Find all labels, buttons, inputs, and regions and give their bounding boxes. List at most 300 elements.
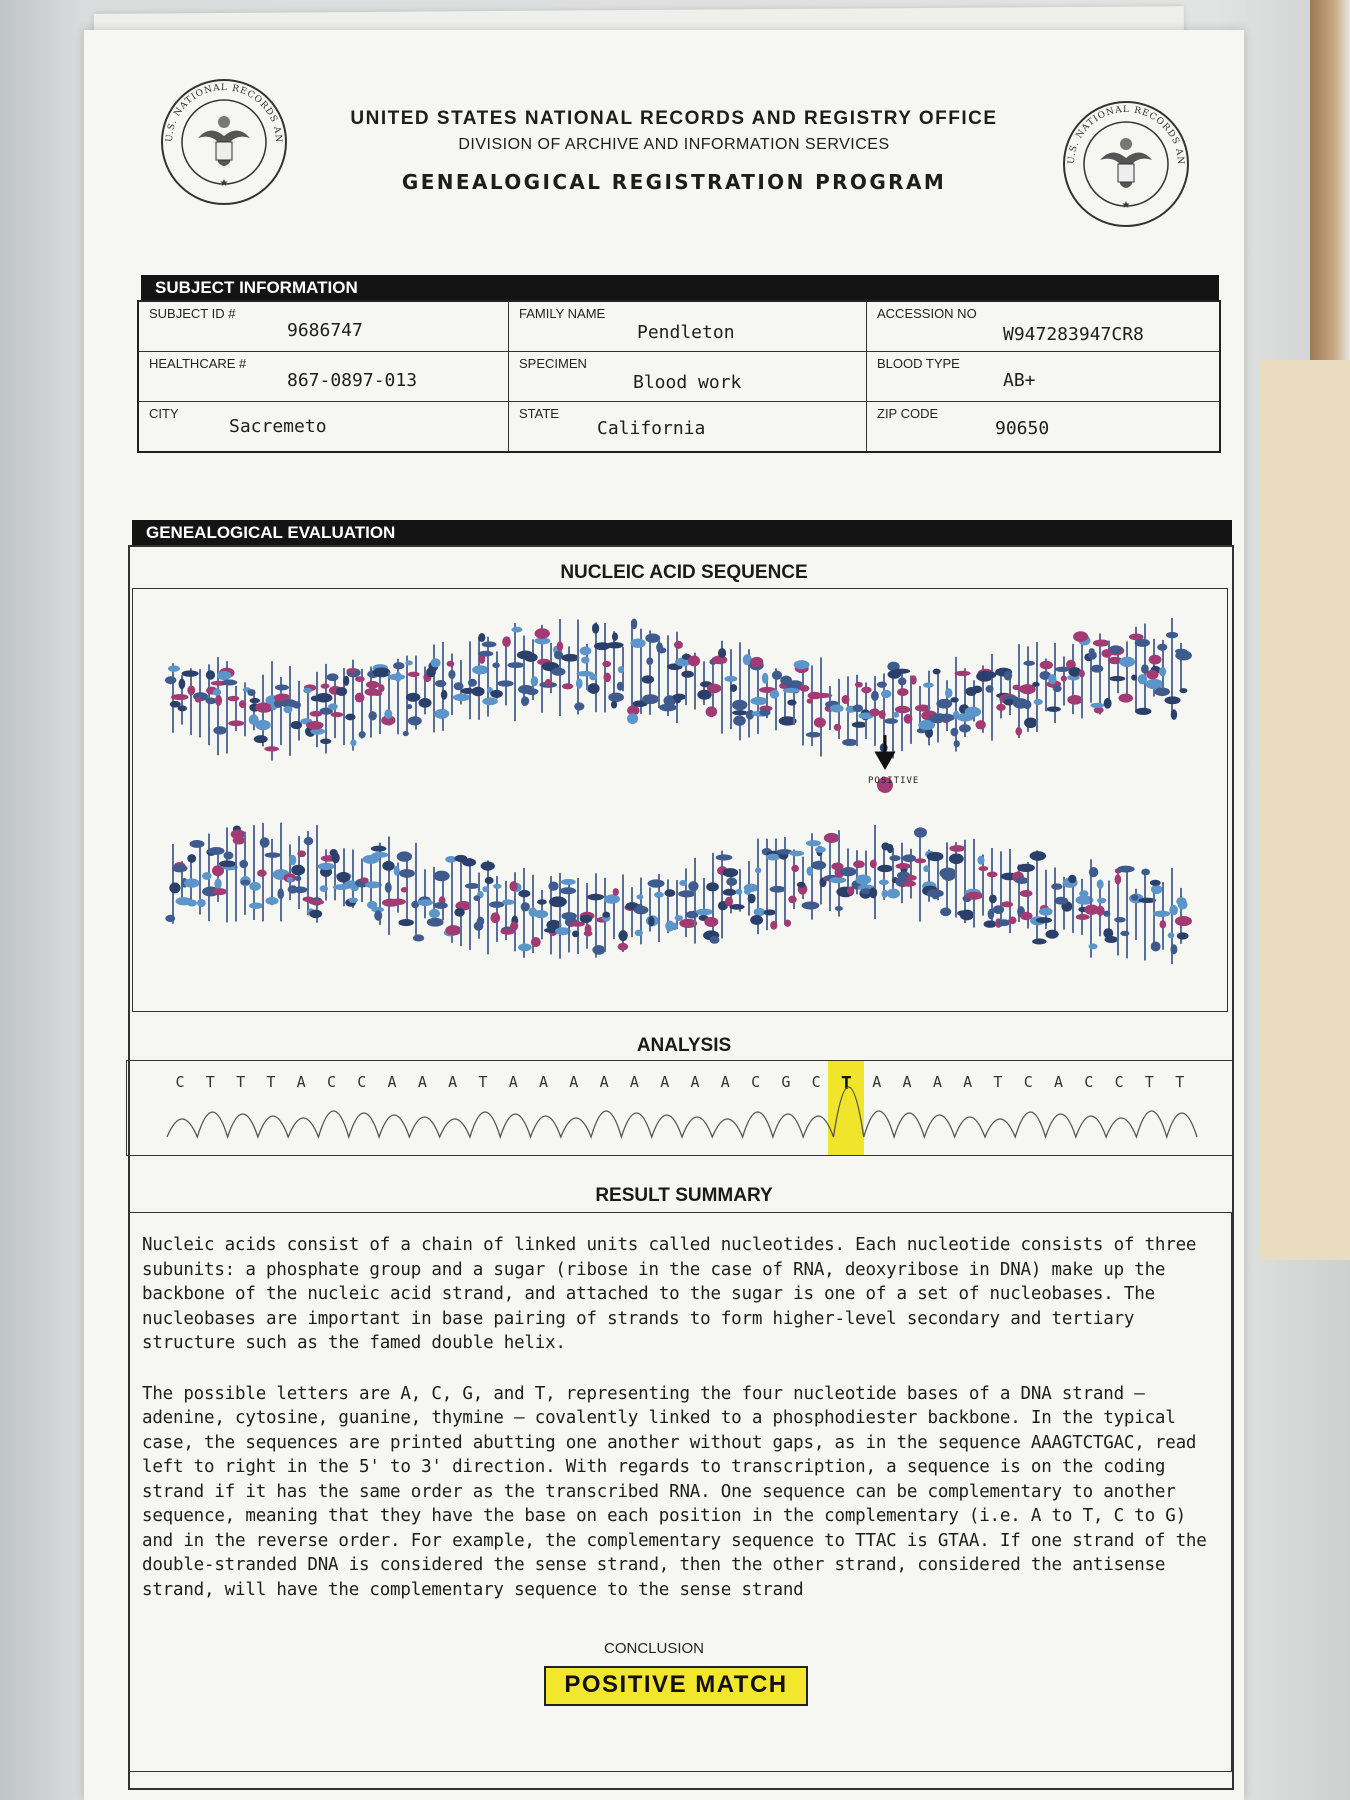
nucleotide-dot — [996, 704, 1006, 711]
nucleotide-dot — [581, 657, 589, 664]
nucleotide-dot — [408, 716, 422, 725]
nucleotide-dot — [955, 671, 971, 676]
nucleotide-dot — [249, 903, 263, 909]
base-letter: A — [539, 1073, 549, 1091]
nucleotide-dot — [806, 840, 821, 846]
nucleotide-dot — [635, 930, 643, 936]
nucleotide-dot — [1020, 912, 1033, 920]
nucleotide-dot — [716, 854, 733, 860]
nucleotide-dot — [227, 696, 239, 701]
nucleotide-dot — [255, 720, 270, 730]
blood-type-label: BLOOD TYPE — [877, 356, 960, 371]
nucleotide-dot — [507, 662, 524, 668]
seal-left-icon — [158, 76, 290, 208]
nucleotide-dot — [468, 679, 477, 687]
nucleotide-dot — [260, 837, 270, 848]
nucleotide-dot — [482, 886, 488, 892]
nucleotide-dot — [182, 670, 199, 676]
nucleotide-dot — [548, 882, 558, 891]
nucleotide-dot — [881, 690, 892, 698]
nucleotide-dot — [1109, 676, 1125, 681]
nucleotide-dot — [331, 712, 343, 717]
svg-text:★: ★ — [1121, 200, 1131, 211]
city-label: CITY — [149, 406, 179, 421]
nucleotide-dot — [869, 887, 877, 898]
nucleotide-dot — [608, 692, 624, 702]
nucleotide-dot — [770, 886, 786, 893]
family-name-label: FAMILY NAME — [519, 306, 606, 321]
nucleotide-dot — [1097, 898, 1106, 904]
nucleotide-dot — [397, 851, 412, 861]
nucleotide-dot — [1039, 908, 1053, 916]
nucleotide-dot — [1024, 717, 1037, 728]
nucleotide-dot — [1091, 665, 1104, 673]
svg-text:★: ★ — [219, 178, 229, 189]
nucleotide-dot — [240, 880, 250, 885]
nucleotide-dot — [205, 698, 216, 705]
nucleotide-dot — [228, 720, 244, 726]
nucleotide-dot — [1004, 671, 1012, 681]
nucleotide-dot — [688, 881, 698, 891]
summary-title: RESULT SUMMARY — [595, 1185, 773, 1206]
nucleotide-dot — [1175, 651, 1192, 661]
nucleotide-dot — [993, 905, 1004, 914]
base-letter: A — [690, 1073, 700, 1091]
base-letter: A — [569, 1073, 579, 1091]
nucleotide-dot — [320, 885, 328, 892]
nucleotide-dot — [939, 868, 956, 879]
nucleotide-dot — [1141, 869, 1150, 876]
nucleotide-dot — [604, 894, 620, 903]
nucleotide-dot — [927, 889, 944, 897]
zip-value: 90650 — [995, 418, 1050, 439]
nucleotide-dot — [372, 852, 389, 858]
nucleotide-dot — [603, 673, 611, 683]
nucleotide-dot — [472, 665, 488, 674]
nucleotide-dot — [521, 696, 529, 706]
nucleotide-dot — [328, 703, 338, 709]
nucleotide-dot — [1177, 932, 1189, 939]
nucleotide-dot — [852, 722, 867, 728]
nucleotide-dot — [549, 896, 567, 907]
nucleotide-dot — [406, 704, 412, 709]
nucleotide-dot — [401, 887, 408, 892]
nucleotide-dot — [217, 671, 231, 680]
nucleotide-dot — [853, 860, 865, 868]
nucleotide-dot — [927, 852, 944, 861]
zip-label: ZIP CODE — [877, 406, 939, 421]
nucleotide-dot — [478, 651, 494, 657]
nucleotide-dot — [403, 731, 409, 736]
accession-cell — [867, 302, 1219, 352]
nucleotide-dot — [978, 866, 988, 871]
base-letter: C — [357, 1073, 367, 1091]
nucleotide-dot — [384, 709, 392, 719]
nucleotide-dot — [722, 868, 738, 877]
nucleotide-dot — [1131, 675, 1137, 681]
nucleotide-dot — [710, 936, 720, 944]
nucleotide-dot — [413, 934, 424, 941]
nucleotide-dot — [221, 679, 237, 685]
nucleotide-dot — [561, 654, 579, 662]
nucleotide-dot — [1103, 928, 1113, 938]
specimen-label: SPECIMEN — [519, 356, 587, 371]
nucleotide-dot — [368, 711, 376, 720]
nucleotide-dot — [561, 879, 576, 885]
nucleotide-dot — [321, 683, 330, 688]
positive-marker-label: POSITIVE — [868, 776, 920, 786]
nucleotide-dot — [770, 690, 780, 699]
nucleotide-dot — [1157, 644, 1167, 651]
base-letter: A — [872, 1073, 882, 1091]
nucleotide-dot — [772, 671, 782, 680]
base-letter: A — [1054, 1073, 1064, 1091]
nucleotide-dot — [1061, 675, 1067, 681]
nucleotide-dot — [807, 698, 813, 703]
nucleotide-dot — [1138, 674, 1147, 684]
base-letter: C — [811, 1073, 821, 1091]
summary-paragraph-1: Nucleic acids consist of a chain of linked units called nucleotides. Each nucleotide consists of three subunits: a phosphate group and a sugar (ribose in the case of RNA, deoxyribose in DNA) make up the backbone of the nucleic acid strand, and attached to the sugar is one of a set of nucleobases. The nucleobases are important in base pairing of strands to form higher-level secondary and tertiary structure such as the famed double helix. — [142, 1235, 1197, 1353]
nucleotide-dot — [764, 909, 776, 915]
nucleotide-dot — [580, 646, 592, 655]
state-cell — [509, 402, 867, 451]
nucleotide-dot — [898, 677, 907, 685]
nucleotide-dot — [419, 698, 432, 708]
nucleotide-dot — [537, 899, 547, 904]
nucleotide-dot — [811, 861, 826, 870]
nucleotide-dot — [815, 846, 826, 852]
nucleotide-dot — [1170, 944, 1177, 954]
nucleotide-dot — [950, 728, 958, 737]
nucleotide-dot — [1103, 911, 1110, 917]
nucleotide-dot — [214, 878, 221, 889]
nucleotide-dot — [292, 701, 301, 708]
nucleotide-dot — [295, 876, 301, 881]
nucleotide-dot — [681, 671, 693, 678]
nucleotide-dot — [602, 912, 610, 918]
base-letter: C — [175, 1073, 185, 1091]
nucleotide-dot — [1051, 883, 1062, 889]
nucleotide-dot — [197, 899, 206, 907]
nucleotide-dot — [275, 684, 289, 690]
nucleotide-dot — [291, 721, 302, 729]
nucleotide-dot — [433, 871, 449, 882]
nucleotide-dot — [574, 702, 584, 710]
nucleotide-dot — [493, 884, 501, 889]
nucleotide-dot — [510, 881, 518, 891]
base-letter: A — [296, 1073, 306, 1091]
nucleotide-dot — [744, 884, 759, 892]
base-letter: T — [841, 1073, 852, 1094]
nucleotide-dot — [366, 681, 379, 689]
nucleotide-dot — [706, 882, 719, 891]
nucleotide-dot — [642, 694, 659, 704]
nucleotide-dot — [1151, 885, 1162, 894]
nucleotide-dot — [762, 673, 768, 684]
nucleotide-dot — [648, 879, 665, 888]
nucleotide-dot — [584, 931, 593, 937]
nucleotide-dot — [304, 837, 314, 845]
accession-value: W947283947CR8 — [1003, 324, 1144, 345]
nucleotide-dot — [675, 915, 683, 921]
nucleotide-dot — [297, 850, 306, 857]
nucleotide-dot — [531, 676, 539, 686]
nucleotide-dot — [1089, 943, 1098, 949]
nucleotide-dot — [306, 721, 324, 730]
nucleotide-dot — [434, 902, 448, 909]
nucleotide-dot — [213, 688, 222, 695]
nucleotide-dot — [1131, 894, 1138, 900]
nucleotide-dot — [1040, 661, 1053, 670]
nucleotide-dot — [871, 691, 879, 701]
nucleotide-dot — [481, 861, 495, 870]
nucleotide-dot — [478, 633, 485, 642]
nucleotide-dot — [289, 855, 296, 866]
nucleotide-dot — [631, 619, 637, 630]
nucleotide-dot — [936, 699, 952, 709]
nucleotide-dot — [664, 889, 675, 897]
positive-arrow-icon — [877, 735, 893, 767]
city-cell — [139, 402, 509, 451]
nucleotide-dot — [1093, 639, 1110, 646]
nucleotide-dot — [165, 676, 176, 684]
nucleotide-dot — [390, 899, 406, 906]
document-page — [84, 30, 1244, 1800]
nucleotide-dot — [949, 845, 965, 852]
specimen-value: Blood work — [633, 372, 742, 393]
nucleotide-dot — [791, 865, 799, 872]
nucleotide-dot — [534, 910, 548, 918]
nucleotide-dot — [1008, 916, 1016, 924]
nucleotide-dot — [287, 877, 293, 883]
nucleotide-dot — [1068, 875, 1076, 883]
nucleotide-dot — [855, 682, 863, 688]
nucleotide-dot — [879, 710, 886, 719]
nucleotide-dot — [511, 627, 522, 633]
sequence-title: NUCLEIC ACID SEQUENCE — [560, 562, 808, 583]
nucleotide-dot — [759, 709, 770, 716]
nucleotide-dot — [1151, 941, 1161, 951]
base-letter: T — [266, 1073, 276, 1091]
nucleotide-dot — [732, 700, 747, 711]
nucleotide-dot — [945, 688, 952, 698]
nucleotide-dot — [923, 682, 934, 687]
nucleotide-dot — [648, 916, 654, 927]
blood-type-cell — [867, 352, 1219, 402]
nucleotide-dot — [336, 687, 347, 696]
nucleotide-dot — [208, 847, 225, 855]
nucleotide-dot — [923, 865, 929, 872]
base-letter: A — [902, 1073, 912, 1091]
nucleotide-dot — [807, 866, 813, 875]
nucleotide-dot — [877, 681, 887, 687]
nucleotide-dot — [893, 712, 899, 718]
nucleotide-dot — [870, 860, 877, 869]
nucleotide-dot — [373, 667, 391, 677]
nucleotide-dot — [830, 704, 844, 712]
nucleotide-dot — [1032, 938, 1046, 944]
nucleotide-dot — [345, 714, 355, 721]
nucleotide-dot — [617, 682, 624, 691]
nucleotide-dot — [309, 910, 322, 919]
nucleotide-dot — [937, 714, 955, 722]
base-letter: A — [599, 1073, 609, 1091]
nucleotide-dot — [965, 707, 981, 717]
nucleotide-dot — [889, 855, 900, 861]
base-letter: A — [448, 1073, 458, 1091]
nucleotide-dot — [385, 882, 392, 893]
nucleotide-dot — [482, 641, 497, 647]
base-letter: T — [205, 1073, 215, 1091]
nucleotide-dot — [1135, 639, 1150, 647]
nucleotide-dot — [277, 888, 284, 899]
nucleotide-dot — [636, 904, 644, 914]
nucleotide-dot — [933, 668, 941, 674]
svg-text:U.S. NATIONAL RECORDS AND REGI: U.S. NATIONAL RECORDS AN — [1066, 104, 1186, 166]
nucleotide-dot — [1001, 901, 1013, 907]
nucleotide-dot — [842, 695, 850, 704]
base-letter: C — [751, 1073, 761, 1091]
nucleotide-dot — [830, 877, 847, 883]
nucleotide-dot — [659, 704, 677, 712]
nucleotide-dot — [895, 706, 911, 714]
manila-folder — [1260, 360, 1350, 1260]
nucleotide-dot — [965, 892, 983, 900]
nucleotide-dot — [165, 915, 175, 922]
nucleotide-dot — [986, 685, 994, 693]
nucleotide-dot — [783, 688, 800, 693]
nucleotide-dot — [447, 661, 455, 667]
nucleotide-dot — [960, 910, 974, 921]
nucleotide-dot — [562, 683, 573, 689]
nucleotide-dot — [382, 861, 394, 871]
nucleotide-dot — [1073, 631, 1088, 642]
nucleotide-dot — [168, 665, 180, 671]
nucleotide-dot — [1150, 880, 1161, 886]
base-letter: C — [1023, 1073, 1033, 1091]
nucleotide-dot — [1175, 916, 1192, 926]
nucleotide-dot — [350, 739, 356, 746]
nucleotide-dot — [602, 661, 611, 667]
nucleotide-dot — [453, 694, 470, 701]
nucleotide-dot — [674, 694, 681, 704]
nucleotide-dot — [472, 687, 485, 697]
subject-id-cell — [139, 302, 509, 352]
nucleotide-dot — [834, 724, 842, 731]
nucleotide-dot — [879, 880, 889, 885]
nucleotide-dot — [718, 648, 726, 658]
nucleotide-dot — [840, 867, 856, 876]
nucleotide-dot — [1015, 877, 1029, 884]
nucleotide-dot — [187, 685, 195, 695]
nucleotide-dot — [707, 684, 721, 694]
nucleotide-dot — [219, 860, 236, 867]
nucleotide-dot — [642, 675, 654, 683]
nucleotide-dot — [654, 892, 664, 898]
nucleotide-dot — [897, 688, 908, 696]
nucleotide-dot — [318, 863, 335, 870]
nucleotide-dot — [788, 896, 797, 904]
nucleotide-dot — [1114, 917, 1126, 923]
nucleotide-dot — [441, 690, 448, 700]
nucleotide-dot — [902, 854, 916, 862]
nucleotide-dot — [374, 910, 382, 920]
nucleotide-dot — [806, 732, 822, 738]
nucleotide-dot — [171, 694, 188, 700]
nucleotide-dot — [618, 666, 624, 673]
nucleotide-dot — [531, 937, 541, 947]
svg-text:U.S. NATIONAL RECORDS AND REGI: U.S. NATIONAL RECORDS AN — [164, 82, 284, 144]
subject-info-table — [137, 300, 1221, 453]
nucleotide-dot — [627, 713, 638, 724]
nucleotide-dot — [914, 827, 927, 837]
nucleotide-dot — [434, 709, 449, 719]
nucleotide-dot — [1153, 911, 1170, 917]
nucleotide-dot — [430, 658, 440, 667]
nucleotide-dot — [215, 695, 222, 706]
nucleotide-dot — [892, 669, 910, 674]
nucleotide-dot — [1176, 897, 1186, 906]
nucleotide-dot — [254, 735, 268, 743]
conclusion-label: CONCLUSION — [603, 1640, 704, 1657]
trace-line — [167, 1087, 1197, 1137]
subject-id-value: 9686747 — [287, 320, 363, 341]
nucleotide-dot — [679, 880, 687, 886]
nucleotide-dot — [989, 894, 997, 903]
nucleotide-dot — [975, 720, 985, 729]
nucleotide-dot — [1015, 727, 1022, 736]
nucleotide-dot — [704, 917, 718, 927]
nucleotide-dot — [557, 641, 564, 651]
summary-paragraph-2: The possible letters are A, C, G, and T, representing the four nucleotide bases of a DNA strand – adenine, cytosine, guanine, thymine – covalently linked to a phosphodiester backbone. In the typical case, the sequences are printed abutting one another without gaps, as in the sequence AAAGTCTGAC, read left to right in the 5' to 3' direction. With regards to transcription, a sequence is on the coding strand if it has the same order as the transcribed RNA. One sequence can be complementary to another sequence, meaning that they have the base on each position in the complementary (i.e. A to T, C to G) and in the reverse order. For example, the complementary sequence to TTAC is GTAA. If one strand of the double-stranded DNA is considered the sense strand, then the other strand, considered the antisense strand, will have the complementary sequence to the sense strand — [142, 1383, 1207, 1600]
nucleotide-dot — [950, 697, 958, 702]
subject-id-label: SUBJECT ID # — [149, 306, 236, 321]
nucleotide-dot — [291, 865, 305, 876]
base-letter: A — [660, 1073, 670, 1091]
nucleotide-dot — [190, 840, 205, 848]
analysis-title: ANALYSIS — [636, 1035, 732, 1056]
nucleotide-dot — [250, 698, 260, 703]
nucleotide-dot — [618, 930, 627, 941]
seal-right-icon — [1060, 98, 1192, 230]
nucleotide-dot — [1104, 698, 1112, 709]
nucleotide-dot — [1154, 687, 1169, 696]
nucleotide-dot — [224, 851, 234, 859]
nucleotide-dot — [1045, 930, 1058, 939]
nucleotide-dot — [997, 919, 1010, 926]
family-name-value: Pendleton — [637, 322, 735, 343]
nucleotide-dot — [492, 662, 499, 668]
nucleotide-dot — [1047, 706, 1061, 712]
base-letter: T — [236, 1073, 246, 1091]
nucleotide-dot — [1079, 670, 1085, 678]
nucleotide-dot — [454, 908, 464, 917]
nucleotide-dot — [417, 899, 433, 906]
conclusion-badge: POSITIVE MATCH — [544, 1666, 808, 1706]
nucleotide-dot — [940, 907, 951, 916]
nucleotide-dot — [861, 687, 872, 694]
specimen-cell — [509, 352, 867, 402]
state-label: STATE — [519, 406, 559, 421]
nucleotide-dot — [195, 697, 202, 702]
nucleotide-dot — [347, 668, 357, 673]
nucleotide-dot — [1168, 932, 1175, 938]
nucleotide-dot — [725, 897, 733, 906]
subject-info-header: SUBJECT INFORMATION — [141, 275, 1219, 301]
nucleotide-dot — [348, 897, 358, 902]
nucleotide-dot — [1119, 657, 1135, 667]
nucleotide-dot — [637, 894, 644, 899]
